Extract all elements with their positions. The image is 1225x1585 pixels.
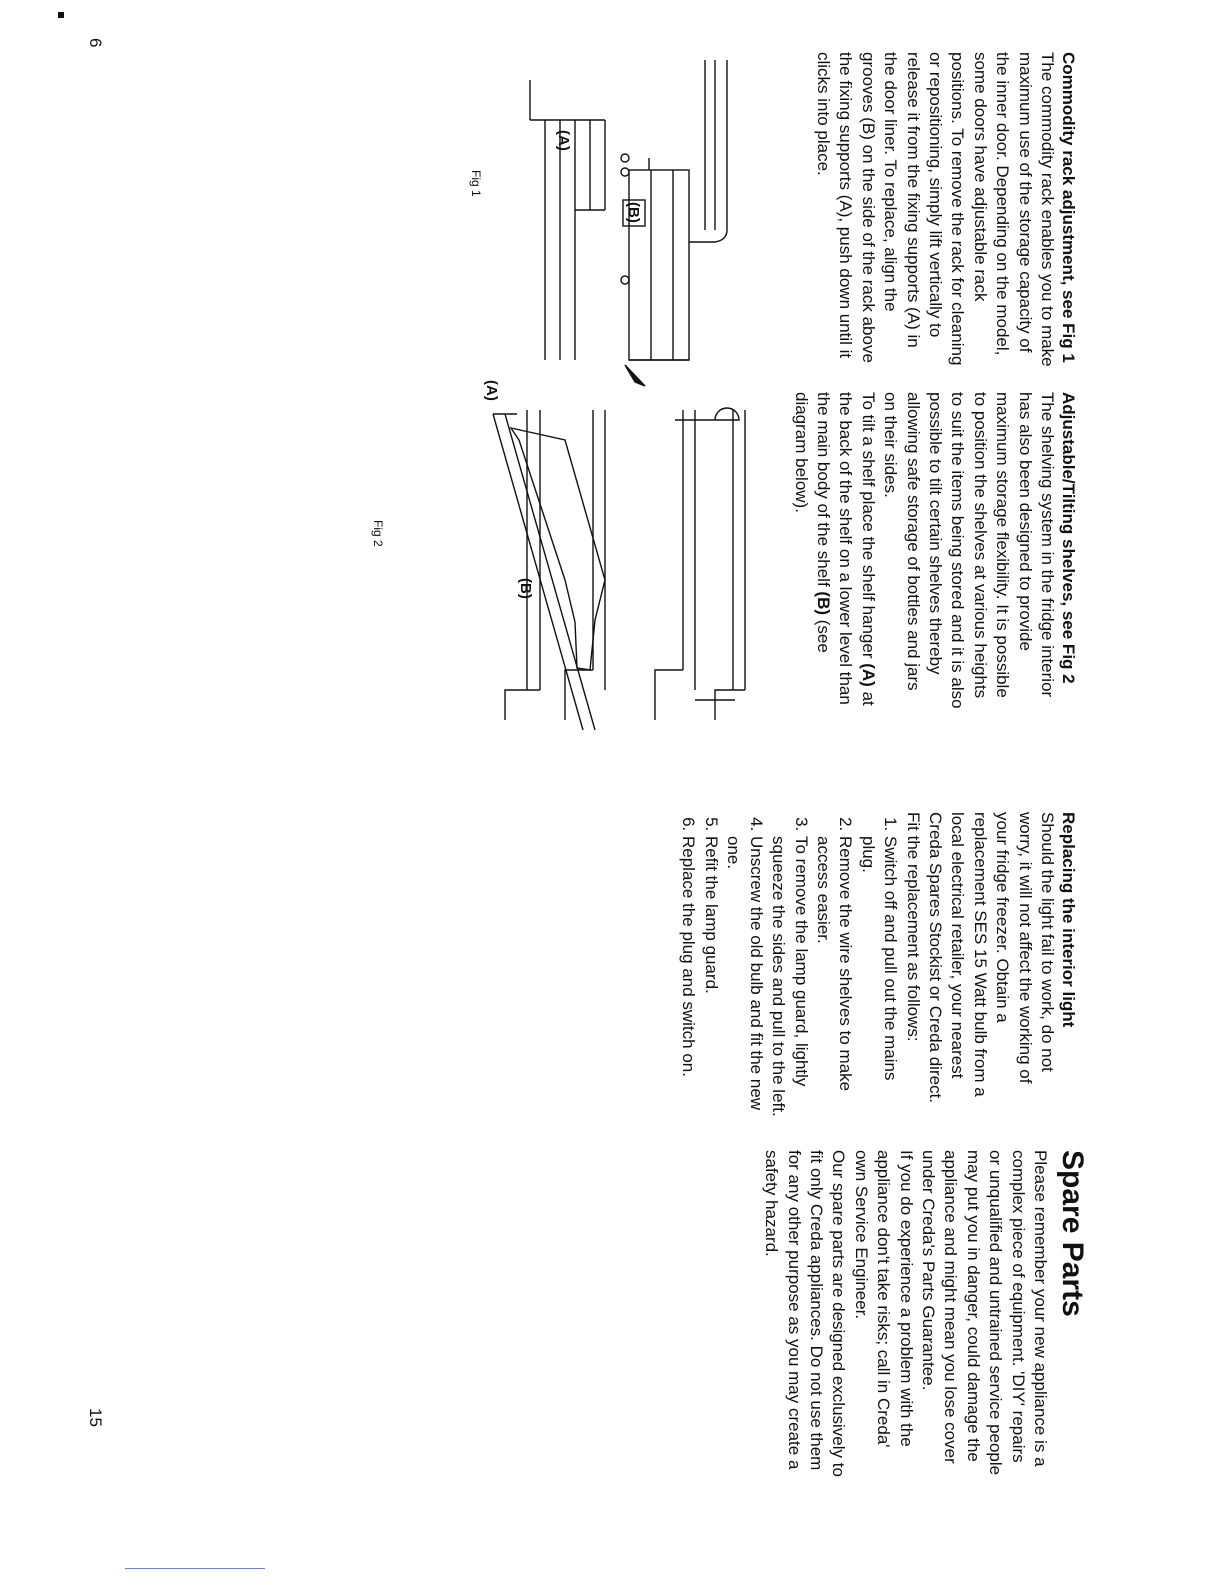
commodity-rack-text: The commodity rack enables you to make maximum use of the storage capacity of the inner door. Depending on the model, some doors have adjustable rack positions. To remove the rack for cleaning or repositioning, simply lift vertically to release it from the fixing supports (A) in the door liner. To replace, align the grooves (B) on the side of the rack above the fixing supports (A), push down until it clicks into place. — [813, 52, 1057, 367]
step-item: 3. To remove the lamp guard, lightly squeeze the sides and pull to the left. — [767, 836, 812, 1118]
spare-parts-para-2: If you do experience a problem with the appliance don't take risks; call in Creda' own Service Engineer. — [851, 1150, 916, 1448]
spare-parts-para-1: Please remember your new appliance is a complex piece of equipment. 'DIY' repairs or unqualified and untrained service people may put you in danger, could damage the appliance and might mean you lose cover under Creda's Parts Guarantee. — [918, 1150, 1050, 1476]
interior-light-text: Should the light fail to work, do not worry, it will not affect the working of your fridge freezer. Obtain a replacement SES 15 Watt bulb from a local electrical retailer, your nearest Creda Spares Stockist or Creda direct. Fit the replacement as follows: — [903, 812, 1057, 1104]
fig1-caption: Fig 1 — [469, 170, 483, 197]
corner-mark — [58, 12, 64, 18]
fig2-label-b: (B) — [517, 578, 534, 599]
interior-light-steps — [677, 812, 901, 1118]
fig1-label-b: (B) — [625, 202, 642, 223]
fig1-commodity-rack-diagram — [495, 60, 735, 380]
spare-parts-para-3: Our spare parts are designed exclusively to fit only Creda appliances. Do not use them for any other purpose as you may create a safety hazard. — [762, 1150, 849, 1477]
interior-light-section — [677, 812, 1079, 1118]
step-item: 5. Refit the lamp guard. — [700, 836, 722, 1118]
tilting-shelves-text: The shelving system in the fridge interior has also been designed to provide maximum storage flexibility. It is possible to position the shelves at various heights to suit the items being stored and it is also possible to tilt certain shelves thereby allowing safe storage of bottles and jars on their sides. — [881, 392, 1057, 709]
spare-parts-section — [760, 1150, 1089, 1480]
page-number-right: 15 — [86, 1408, 105, 1427]
commodity-rack-section — [812, 52, 1079, 370]
step-item: 4. Unscrew the old bulb and fit the new one. — [722, 836, 767, 1118]
tilt-label-a: (A) — [858, 663, 878, 687]
commodity-rack-heading: Commodity rack adjustment, see Fig 1 — [1059, 52, 1078, 363]
interior-light-heading: Replacing the interior light — [1059, 812, 1078, 1028]
fig2-caption: Fig 2 — [371, 520, 385, 547]
page-number-left: 6 — [86, 38, 105, 48]
fig2-label-a: (A) — [483, 380, 500, 401]
spare-parts-heading: Spare Parts — [1056, 1150, 1089, 1317]
fig2-tilting-shelf-diagram — [415, 380, 755, 740]
tilting-shelves-section — [789, 392, 1079, 710]
scan-edge-line — [125, 1568, 265, 1569]
tilt-label-b: (B) — [813, 591, 833, 616]
tilting-shelves-heading: Adjustable/Tilting shelves, see Fig 2 — [1059, 392, 1078, 684]
step-item: 2. Remove the wire shelves to make access easier. — [812, 836, 857, 1118]
step-item: 6. Replace the plug and switch on. — [677, 836, 699, 1118]
tilt-instruction: To tilt a shelf place the shelf hanger (A) at the back of the shelf on a lower level than the main body of the shelf (B) (see diagram below). — [791, 392, 878, 706]
fig1-label-a: (A) — [555, 130, 572, 151]
step-item: 1. Switch off and pull out the mains plug. — [856, 836, 901, 1118]
